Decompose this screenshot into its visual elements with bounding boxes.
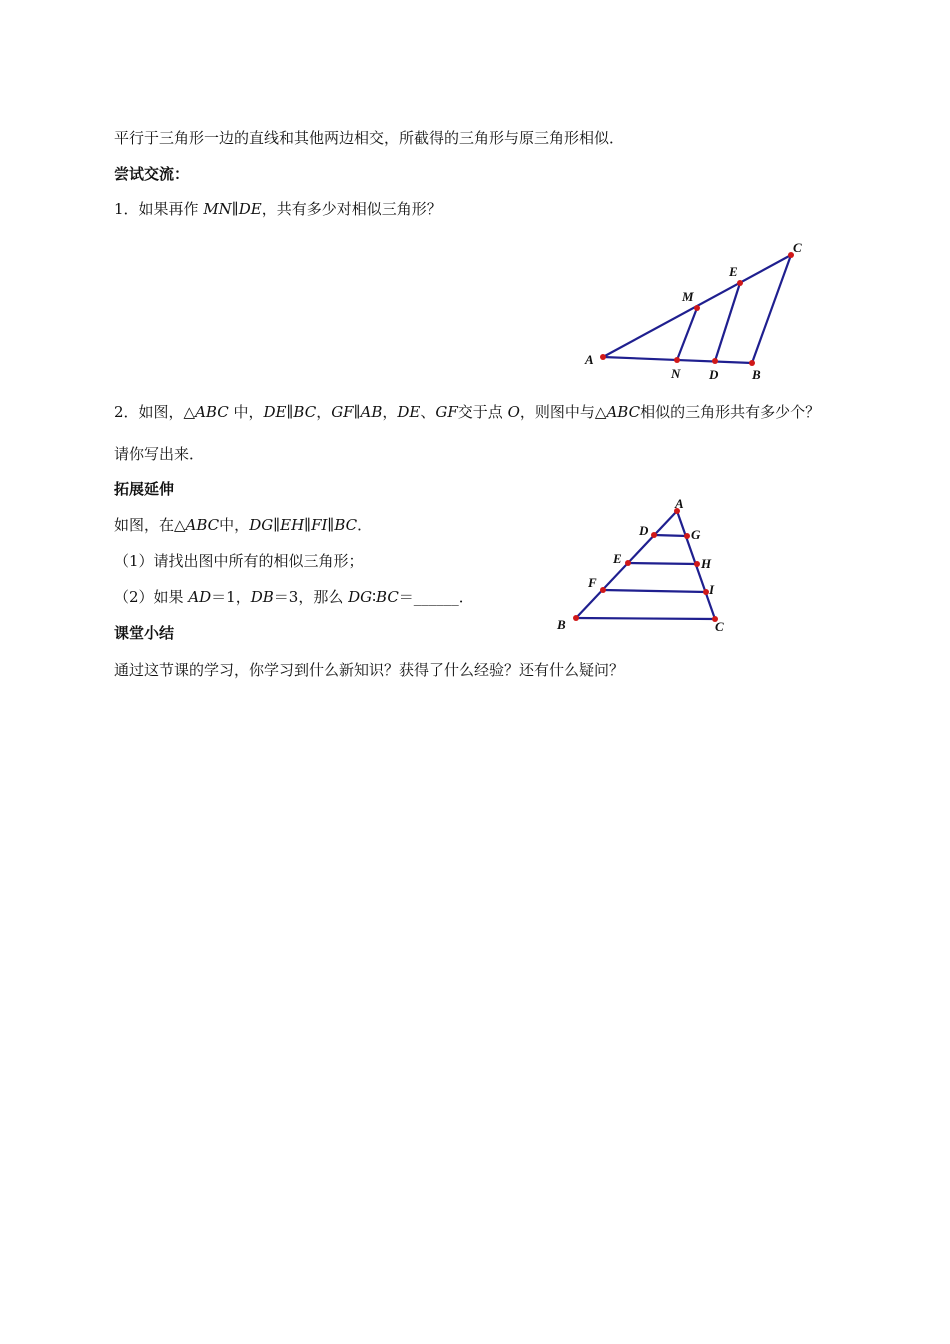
question-2 (114, 402, 820, 422)
fig2-label-h: H (701, 556, 712, 571)
ext-s2-ad: AD (188, 588, 212, 606)
q2-point-o: O (507, 403, 520, 421)
fig1-label-b: B (752, 367, 761, 382)
figure-2-triangle (550, 496, 740, 641)
extension-subquestion-2 (114, 587, 474, 607)
q2-text-7: ，则图中与△ (519, 403, 607, 421)
ext-p1-abc: ABC (185, 516, 220, 534)
q2-abc-1: ABC (195, 403, 229, 421)
ext-p1-c: 中， (219, 516, 250, 534)
ext-p1-e: ． (357, 516, 373, 534)
q2-number: 2． (114, 403, 139, 421)
fig2-label-d: D (639, 523, 649, 538)
q2-text-8: 相似的三角形共有多少个？ (640, 403, 821, 421)
q2-text-5: 、 (420, 403, 436, 421)
question-1 (114, 199, 442, 219)
fig2-label-e: E (613, 551, 622, 566)
q2-text-4: ， (382, 403, 398, 421)
fig1-label-n: N (671, 366, 681, 381)
q2-rel-3: DE (397, 403, 421, 421)
q1-prefix: 如果再作 (138, 200, 204, 218)
ext-s2-bc: BC (376, 588, 399, 606)
q1-suffix: ，共有多少对相似三角形？ (261, 200, 442, 218)
ext-s2-e: ＝3，那么 (273, 588, 349, 606)
fig1-label-a: A (585, 352, 594, 367)
q2-text-2: 中， (228, 403, 264, 421)
q1-relation: MN∥DE (203, 200, 262, 218)
ext-s2-dg: DG (348, 588, 373, 606)
fig2-label-f: F (588, 575, 597, 590)
fig2-label-a: A (675, 496, 684, 511)
q2-text-3: ， (316, 403, 332, 421)
q2-rel-4: GF (435, 403, 458, 421)
ext-s2-a: （2）如果 (114, 588, 189, 606)
section-title-try: 尝试交流： (114, 165, 190, 183)
q2-rel-1: DE∥BC (263, 403, 317, 421)
summary-text: 通过这节课的学习，你学习到什么新知识？获得了什么经验？还有什么疑问？ (114, 661, 625, 679)
q2-text-6: 交于点 (457, 403, 508, 421)
q1-number: 1． (114, 200, 139, 218)
fig1-label-e: E (729, 264, 738, 279)
fig2-label-b: B (557, 617, 566, 632)
fig1-label-c: C (793, 240, 802, 255)
figure-1-triangle (580, 236, 820, 386)
section-title-extension: 拓展延伸 (114, 480, 175, 498)
fig1-label-d: D (709, 367, 719, 382)
q2-text-1: 如图，△ (138, 403, 196, 421)
intro-text: 平行于三角形一边的直线和其他两边相交，所截得的三角形与原三角形相似． (114, 129, 625, 147)
ext-s2-db: DB (250, 588, 274, 606)
ext-s2-c: ＝1， (211, 588, 251, 606)
ext-p1-relation: DG∥EH∥FI∥BC (249, 516, 358, 534)
extension-paragraph (114, 515, 372, 535)
fig2-label-i: I (709, 582, 715, 597)
extension-subquestion-1: （1）请找出图中所有的相似三角形； (114, 552, 364, 570)
q2-rel-2: GF∥AB (331, 403, 383, 421)
q2-abc-2: ABC (606, 403, 641, 421)
fig2-label-g: G (691, 527, 701, 542)
ext-s2-g: ∶ (372, 588, 377, 606)
question-2-line-2: 请你写出来． (114, 445, 205, 463)
fig1-label-m: M (682, 289, 694, 304)
ext-p1-a: 如图，在△ (114, 516, 186, 534)
section-title-summary: 课堂小结 (114, 624, 175, 642)
fig2-label-c: C (715, 619, 724, 634)
ext-s2-blank: ＝______． (398, 588, 474, 606)
